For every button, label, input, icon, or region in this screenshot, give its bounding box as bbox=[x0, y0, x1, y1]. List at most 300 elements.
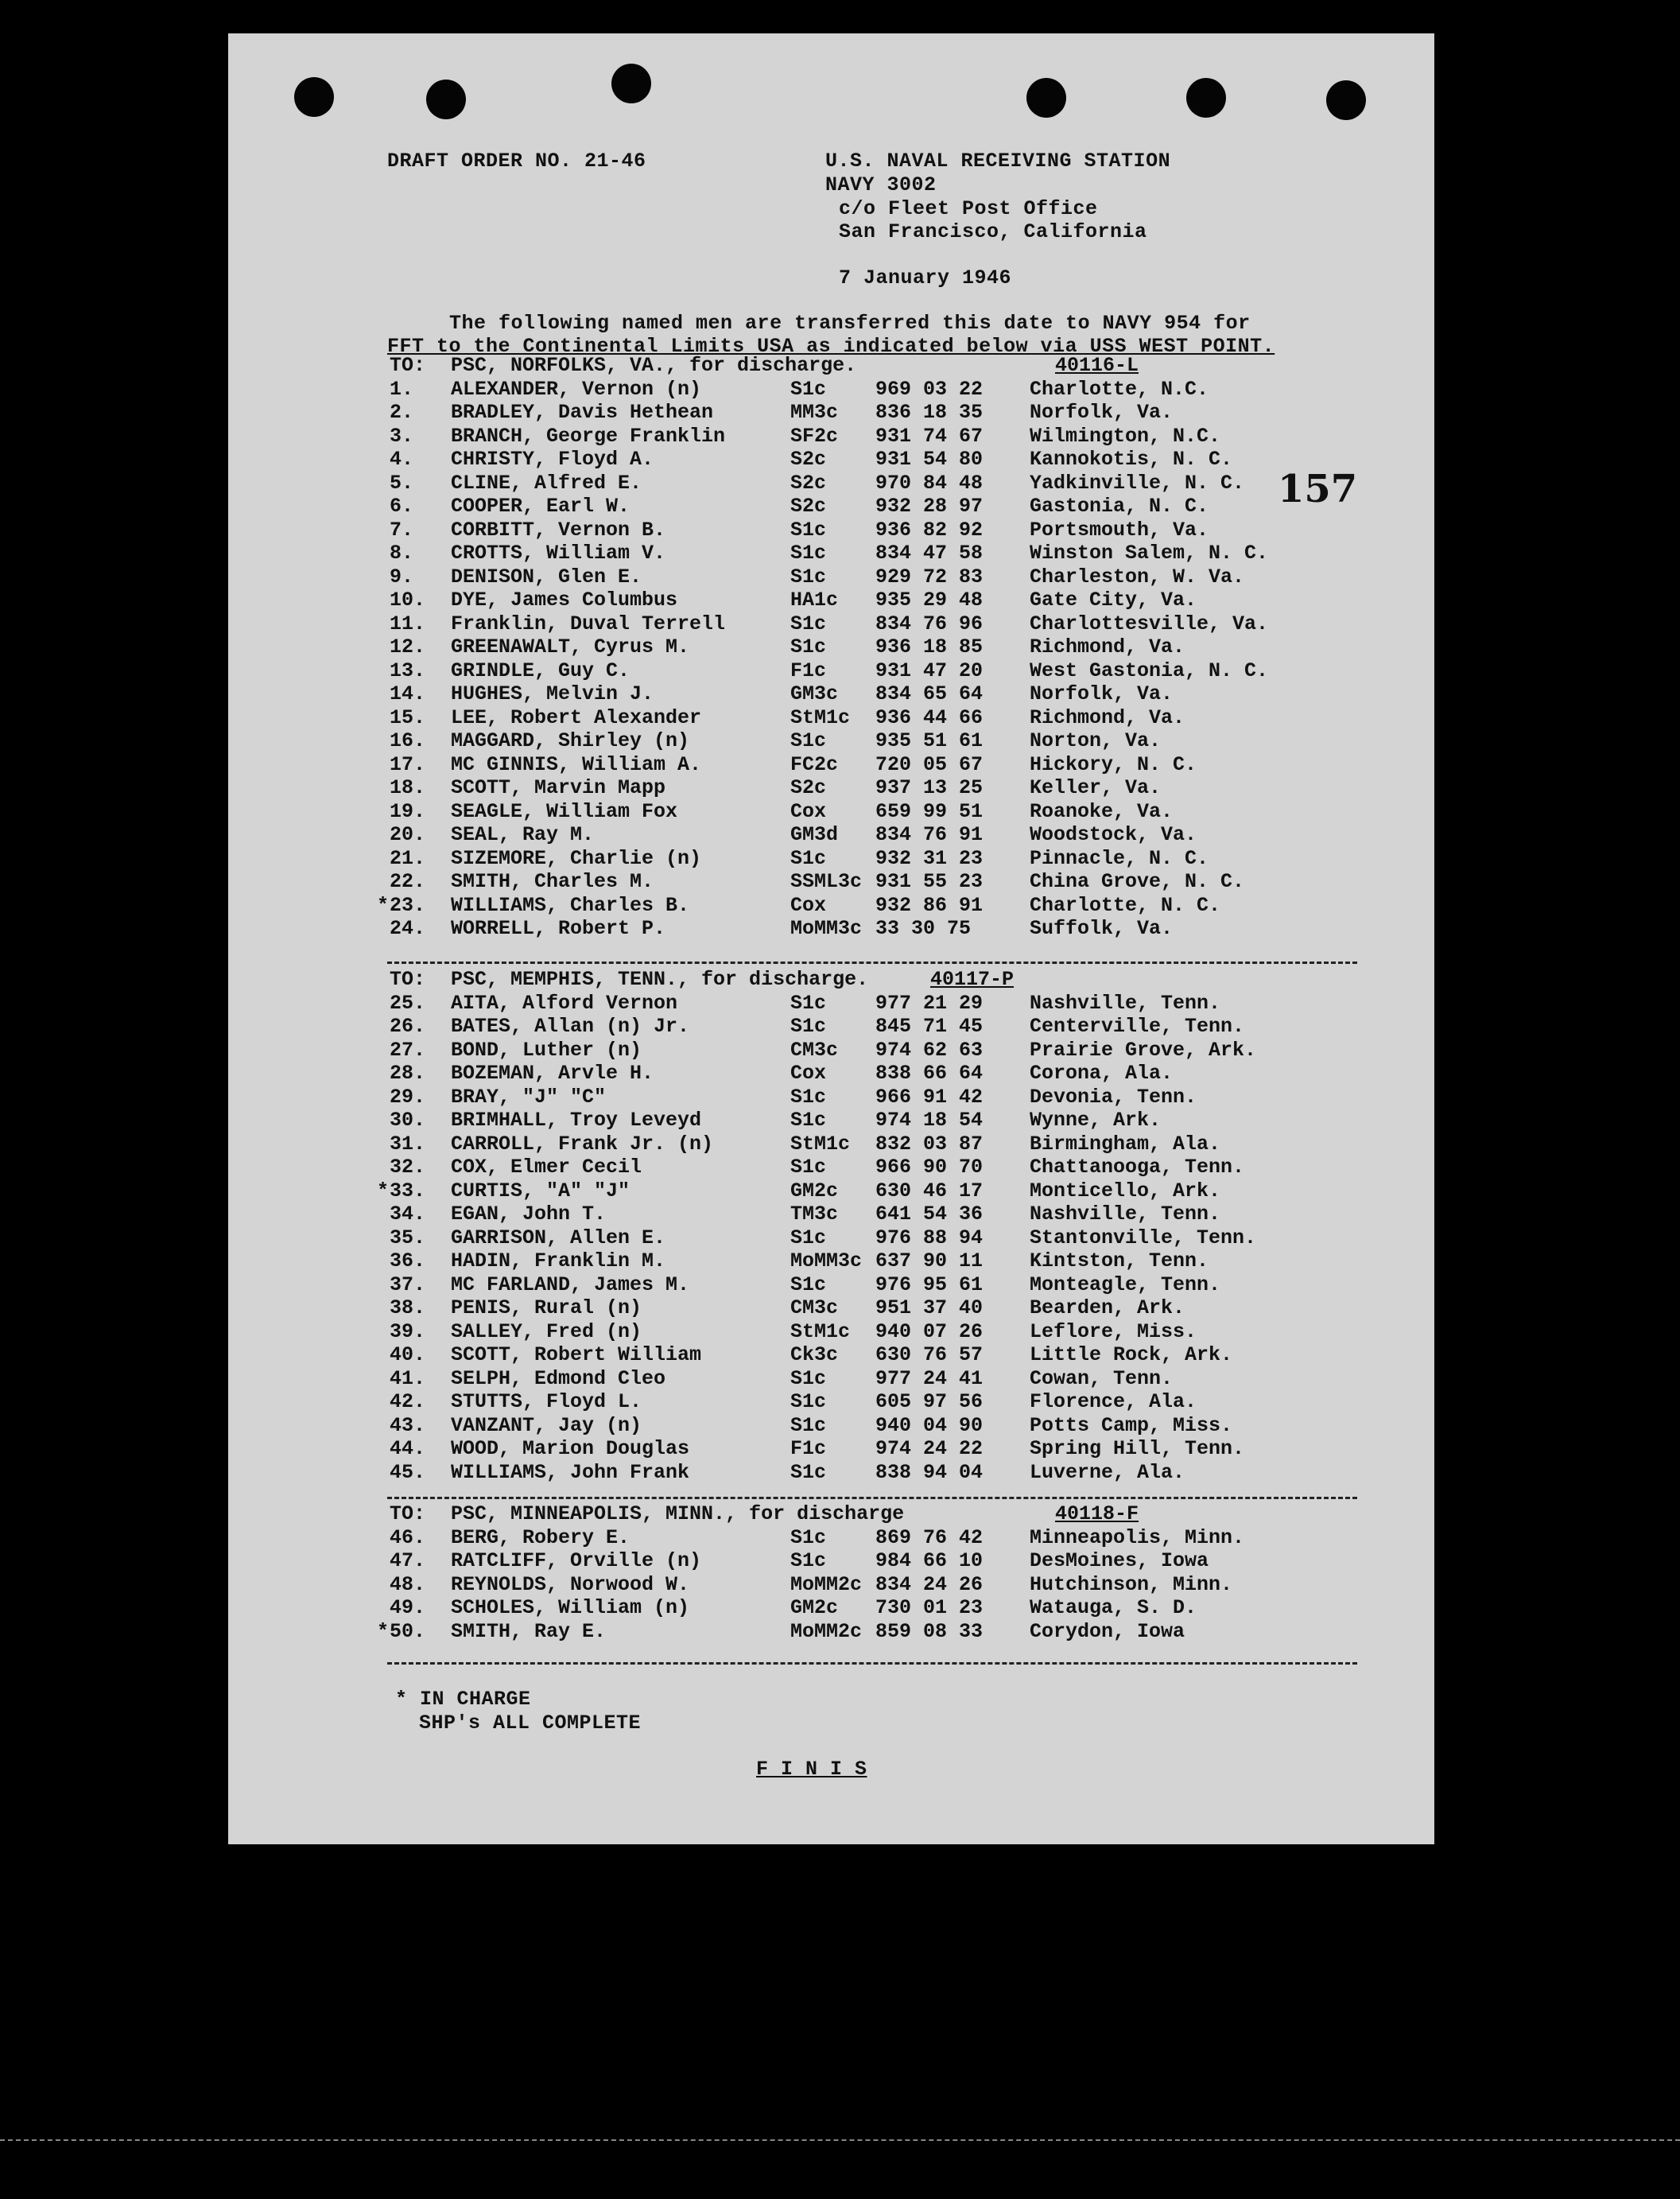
service-number: 932 86 91 bbox=[875, 893, 984, 917]
home-town: Little Rock, Ark. bbox=[1030, 1343, 1233, 1366]
personnel-row bbox=[228, 1437, 1434, 1461]
service-number: 838 66 64 bbox=[875, 1062, 984, 1085]
personnel-row bbox=[228, 1086, 1434, 1109]
scan-edge-line bbox=[0, 2139, 1680, 2141]
sailor-name: SELPH, Edmond Cleo bbox=[451, 1366, 666, 1390]
rating: Cox bbox=[790, 1062, 827, 1085]
sailor-name: WILLIAMS, John Frank bbox=[451, 1460, 690, 1484]
rating: MoMM2c bbox=[790, 1572, 863, 1596]
service-number: 974 24 22 bbox=[875, 1437, 984, 1460]
service-number: 605 97 56 bbox=[875, 1390, 984, 1413]
personnel-row bbox=[228, 823, 1434, 847]
service-number: 935 51 61 bbox=[875, 729, 984, 752]
rating: S1c bbox=[790, 1226, 827, 1249]
service-number: 966 90 70 bbox=[875, 1156, 984, 1179]
dashed-separator bbox=[387, 962, 1357, 964]
shp-complete-note: SHP's ALL COMPLETE bbox=[419, 1711, 642, 1735]
home-town: Woodstock, Va. bbox=[1030, 823, 1197, 846]
home-town: Birmingham, Ala. bbox=[1030, 1132, 1221, 1156]
rating: GM3d bbox=[790, 823, 839, 846]
service-number: 937 13 25 bbox=[875, 776, 984, 799]
row-number: 11. bbox=[390, 612, 426, 635]
service-number: 940 04 90 bbox=[875, 1413, 984, 1437]
home-town: China Grove, N. C. bbox=[1030, 870, 1245, 893]
sailor-name: CARROLL, Frank Jr. (n) bbox=[451, 1132, 714, 1156]
destination: PSC, MINNEAPOLIS, MINN., for discharge bbox=[451, 1502, 905, 1525]
home-town: Bearden, Ark. bbox=[1030, 1296, 1185, 1319]
station-line: San Francisco, California bbox=[839, 220, 1147, 243]
personnel-row bbox=[228, 589, 1434, 612]
rating: GM2c bbox=[790, 1596, 839, 1619]
home-town: Charleston, W. Va. bbox=[1030, 565, 1245, 589]
in-charge-mark: * bbox=[377, 1619, 390, 1643]
row-number: 17. bbox=[390, 752, 426, 776]
personnel-row bbox=[228, 1596, 1434, 1620]
sailor-name: SMITH, Charles M. bbox=[451, 870, 654, 893]
transfer-code: 40116-L bbox=[1055, 354, 1139, 377]
service-number: 929 72 83 bbox=[875, 565, 984, 589]
personnel-row bbox=[228, 472, 1434, 495]
to-label: TO: bbox=[390, 1502, 426, 1525]
sailor-name: AITA, Alford Vernon bbox=[451, 991, 678, 1015]
page-number: 157 bbox=[1278, 467, 1358, 511]
personnel-row bbox=[228, 1573, 1434, 1597]
personnel-row bbox=[228, 1133, 1434, 1156]
row-number: 26. bbox=[390, 1015, 426, 1038]
row-number: 43. bbox=[390, 1413, 426, 1437]
row-number: 37. bbox=[390, 1272, 426, 1296]
row-number: 40. bbox=[390, 1343, 426, 1366]
rating: SSML3c bbox=[790, 870, 863, 893]
personnel-row bbox=[228, 1296, 1434, 1320]
service-number: 33 30 75 bbox=[875, 917, 972, 940]
home-town: Charlottesville, Va. bbox=[1030, 612, 1269, 635]
rating: S1c bbox=[790, 635, 827, 659]
home-town: Potts Camp, Miss. bbox=[1030, 1413, 1233, 1437]
personnel-row bbox=[228, 542, 1434, 565]
home-town: Luverne, Ala. bbox=[1030, 1460, 1185, 1484]
service-number: 984 66 10 bbox=[875, 1549, 984, 1572]
sailor-name: SCHOLES, William (n) bbox=[451, 1596, 690, 1619]
row-number: 25. bbox=[390, 991, 426, 1015]
sailor-name: HADIN, Franklin M. bbox=[451, 1249, 666, 1272]
rating: S1c bbox=[790, 1109, 827, 1132]
service-number: 935 29 48 bbox=[875, 589, 984, 612]
rating: S1c bbox=[790, 565, 827, 589]
home-town: Wilmington, N.C. bbox=[1030, 424, 1221, 448]
service-number: 838 94 04 bbox=[875, 1460, 984, 1484]
home-town: West Gastonia, N. C. bbox=[1030, 659, 1269, 682]
row-number: 2. bbox=[390, 401, 414, 424]
sailor-name: SMITH, Ray E. bbox=[451, 1619, 607, 1643]
personnel-row bbox=[228, 992, 1434, 1016]
dashed-separator bbox=[387, 1497, 1357, 1499]
rating: StM1c bbox=[790, 1132, 851, 1156]
home-town: Stantonville, Tenn. bbox=[1030, 1226, 1257, 1249]
row-number: 27. bbox=[390, 1038, 426, 1062]
home-town: Nashville, Tenn. bbox=[1030, 991, 1221, 1015]
personnel-row bbox=[228, 448, 1434, 472]
in-charge-mark: * bbox=[377, 1179, 390, 1202]
sailor-name: COOPER, Earl W. bbox=[451, 495, 630, 518]
sailor-name: PENIS, Rural (n) bbox=[451, 1296, 642, 1319]
service-number: 834 76 91 bbox=[875, 823, 984, 846]
rating: SF2c bbox=[790, 424, 839, 448]
rating: S1c bbox=[790, 1460, 827, 1484]
personnel-row bbox=[228, 659, 1434, 683]
sailor-name: BOZEMAN, Arvle H. bbox=[451, 1062, 654, 1085]
punch-hole bbox=[1326, 80, 1366, 120]
home-town: Hickory, N. C. bbox=[1030, 752, 1197, 776]
dashed-separator bbox=[387, 1662, 1357, 1665]
personnel-row bbox=[228, 1526, 1434, 1550]
intro-line: FFT to the Continental Limits USA as indicated below via USS WEST POINT. bbox=[387, 335, 1275, 358]
row-number: 8. bbox=[390, 542, 414, 565]
personnel-row bbox=[228, 729, 1434, 753]
sailor-name: MC FARLAND, James M. bbox=[451, 1272, 690, 1296]
row-number: 39. bbox=[390, 1319, 426, 1343]
service-number: 936 82 92 bbox=[875, 518, 984, 542]
personnel-row bbox=[228, 378, 1434, 402]
row-number: 5. bbox=[390, 471, 414, 495]
home-town: Hutchinson, Minn. bbox=[1030, 1572, 1233, 1596]
row-number: 16. bbox=[390, 729, 426, 752]
row-number: 14. bbox=[390, 682, 426, 705]
personnel-row bbox=[228, 1039, 1434, 1063]
punch-hole bbox=[611, 64, 651, 103]
service-number: 974 18 54 bbox=[875, 1109, 984, 1132]
sailor-name: VANZANT, Jay (n) bbox=[451, 1413, 642, 1437]
service-number: 630 46 17 bbox=[875, 1179, 984, 1202]
rating: GM2c bbox=[790, 1179, 839, 1202]
home-town: Gastonia, N. C. bbox=[1030, 495, 1209, 518]
rating: S1c bbox=[790, 991, 827, 1015]
service-number: 951 37 40 bbox=[875, 1296, 984, 1319]
home-town: Kannokotis, N. C. bbox=[1030, 448, 1233, 471]
row-number: 22. bbox=[390, 870, 426, 893]
personnel-row bbox=[228, 1015, 1434, 1039]
rating: CM3c bbox=[790, 1296, 839, 1319]
row-number: 20. bbox=[390, 823, 426, 846]
rating: MoMM2c bbox=[790, 1619, 863, 1643]
service-number: 834 76 96 bbox=[875, 612, 984, 635]
home-town: Monticello, Ark. bbox=[1030, 1179, 1221, 1202]
row-number: 9. bbox=[390, 565, 414, 589]
destination-header bbox=[228, 1502, 1434, 1526]
rating: S1c bbox=[790, 1525, 827, 1549]
sailor-name: DENISON, Glen E. bbox=[451, 565, 642, 589]
row-number: 41. bbox=[390, 1366, 426, 1390]
service-number: 936 18 85 bbox=[875, 635, 984, 659]
home-town: Wynne, Ark. bbox=[1030, 1109, 1162, 1132]
personnel-row bbox=[228, 870, 1434, 894]
personnel-row bbox=[228, 706, 1434, 730]
in-charge-note: * IN CHARGE bbox=[395, 1688, 531, 1711]
home-town: Keller, Va. bbox=[1030, 776, 1162, 799]
row-number: 48. bbox=[390, 1572, 426, 1596]
rating: GM3c bbox=[790, 682, 839, 705]
punch-hole bbox=[426, 80, 466, 119]
service-number: 932 28 97 bbox=[875, 495, 984, 518]
punch-hole bbox=[294, 77, 334, 117]
row-number: 35. bbox=[390, 1226, 426, 1249]
sailor-name: GREENAWALT, Cyrus M. bbox=[451, 635, 690, 659]
personnel-row bbox=[228, 1320, 1434, 1344]
sailor-name: BRAY, "J" "C" bbox=[451, 1085, 607, 1109]
service-number: 932 31 23 bbox=[875, 846, 984, 870]
row-number: 13. bbox=[390, 659, 426, 682]
personnel-row bbox=[228, 1109, 1434, 1133]
row-number: 4. bbox=[390, 448, 414, 471]
home-town: Corona, Ala. bbox=[1030, 1062, 1174, 1085]
personnel-row bbox=[228, 1367, 1434, 1391]
personnel-row bbox=[228, 682, 1434, 706]
home-town: Portsmouth, Va. bbox=[1030, 518, 1209, 542]
row-number: 34. bbox=[390, 1202, 426, 1226]
sailor-name: BRADLEY, Davis Hethean bbox=[451, 401, 714, 424]
personnel-row bbox=[228, 1179, 1434, 1203]
home-town: Cowan, Tenn. bbox=[1030, 1366, 1174, 1390]
service-number: 834 65 64 bbox=[875, 682, 984, 705]
service-number: 630 76 57 bbox=[875, 1343, 984, 1366]
row-number: 30. bbox=[390, 1109, 426, 1132]
service-number: 641 54 36 bbox=[875, 1202, 984, 1226]
rating: S1c bbox=[790, 518, 827, 542]
in-charge-mark: * bbox=[377, 893, 390, 917]
sailor-name: RATCLIFF, Orville (n) bbox=[451, 1549, 702, 1572]
home-town: Monteagle, Tenn. bbox=[1030, 1272, 1221, 1296]
sailor-name: SEAL, Ray M. bbox=[451, 823, 595, 846]
personnel-row bbox=[228, 1062, 1434, 1086]
sailor-name: CURTIS, "A" "J" bbox=[451, 1179, 630, 1202]
service-number: 974 62 63 bbox=[875, 1038, 984, 1062]
row-number: 19. bbox=[390, 799, 426, 823]
row-number: 12. bbox=[390, 635, 426, 659]
sailor-name: BRIMHALL, Troy Leveyd bbox=[451, 1109, 702, 1132]
rating: S2c bbox=[790, 471, 827, 495]
rating: MoMM3c bbox=[790, 917, 863, 940]
personnel-row bbox=[228, 917, 1434, 941]
home-town: Suffolk, Va. bbox=[1030, 917, 1174, 940]
personnel-row bbox=[228, 1226, 1434, 1250]
row-number: 3. bbox=[390, 424, 414, 448]
home-town: Florence, Ala. bbox=[1030, 1390, 1197, 1413]
service-number: 720 05 67 bbox=[875, 752, 984, 776]
personnel-row bbox=[228, 894, 1434, 918]
sailor-name: SIZEMORE, Charlie (n) bbox=[451, 846, 702, 870]
personnel-row bbox=[228, 612, 1434, 636]
home-town: Richmond, Va. bbox=[1030, 635, 1185, 659]
sailor-name: WOOD, Marion Douglas bbox=[451, 1437, 690, 1460]
row-number: 46. bbox=[390, 1525, 426, 1549]
personnel-row bbox=[228, 800, 1434, 824]
sailor-name: STUTTS, Floyd L. bbox=[451, 1390, 642, 1413]
sailor-name: BERG, Robery E. bbox=[451, 1525, 630, 1549]
sailor-name: SEAGLE, William Fox bbox=[451, 799, 678, 823]
sailor-name: SCOTT, Marvin Mapp bbox=[451, 776, 666, 799]
home-town: Leflore, Miss. bbox=[1030, 1319, 1197, 1343]
rating: F1c bbox=[790, 1437, 827, 1460]
to-label: TO: bbox=[390, 968, 426, 991]
home-town: Pinnacle, N. C. bbox=[1030, 846, 1209, 870]
service-number: 834 24 26 bbox=[875, 1572, 984, 1596]
service-number: 966 91 42 bbox=[875, 1085, 984, 1109]
service-number: 976 88 94 bbox=[875, 1226, 984, 1249]
order-date: 7 January 1946 bbox=[839, 266, 1012, 289]
row-number: 10. bbox=[390, 589, 426, 612]
service-number: 940 07 26 bbox=[875, 1319, 984, 1343]
destination-header bbox=[228, 354, 1434, 378]
home-town: Charlotte, N.C. bbox=[1030, 377, 1209, 401]
sailor-name: EGAN, John T. bbox=[451, 1202, 607, 1226]
row-number: 38. bbox=[390, 1296, 426, 1319]
row-number: 1. bbox=[390, 377, 414, 401]
home-town: Watauga, S. D. bbox=[1030, 1596, 1197, 1619]
destination: PSC, MEMPHIS, TENN., for discharge. bbox=[451, 968, 869, 991]
home-town: Norfolk, Va. bbox=[1030, 401, 1174, 424]
personnel-row bbox=[228, 1343, 1434, 1367]
personnel-row bbox=[228, 425, 1434, 449]
service-number: 931 54 80 bbox=[875, 448, 984, 471]
home-town: Minneapolis, Minn. bbox=[1030, 1525, 1245, 1549]
rating: S1c bbox=[790, 729, 827, 752]
rating: S1c bbox=[790, 1366, 827, 1390]
sailor-name: MC GINNIS, William A. bbox=[451, 752, 702, 776]
row-number: 21. bbox=[390, 846, 426, 870]
rating: F1c bbox=[790, 659, 827, 682]
rating: S1c bbox=[790, 846, 827, 870]
service-number: 637 90 11 bbox=[875, 1249, 984, 1272]
row-number: 32. bbox=[390, 1156, 426, 1179]
home-town: Yadkinville, N. C. bbox=[1030, 471, 1245, 495]
rating: S1c bbox=[790, 1085, 827, 1109]
to-label: TO: bbox=[390, 354, 426, 377]
station-line: U.S. NAVAL RECEIVING STATION bbox=[825, 150, 1171, 173]
sailor-name: LEE, Robert Alexander bbox=[451, 705, 702, 729]
personnel-row bbox=[228, 1620, 1434, 1644]
personnel-row bbox=[228, 1249, 1434, 1273]
rating: StM1c bbox=[790, 1319, 851, 1343]
row-number: 7. bbox=[390, 518, 414, 542]
service-number: 931 47 20 bbox=[875, 659, 984, 682]
sailor-name: HUGHES, Melvin J. bbox=[451, 682, 654, 705]
service-number: 845 71 45 bbox=[875, 1015, 984, 1038]
sailor-name: MAGGARD, Shirley (n) bbox=[451, 729, 690, 752]
rating: Cox bbox=[790, 893, 827, 917]
rating: MoMM3c bbox=[790, 1249, 863, 1272]
service-number: 977 21 29 bbox=[875, 991, 984, 1015]
rating: S1c bbox=[790, 1156, 827, 1179]
home-town: Charlotte, N. C. bbox=[1030, 893, 1221, 917]
personnel-row bbox=[228, 1549, 1434, 1573]
service-number: 976 95 61 bbox=[875, 1272, 984, 1296]
service-number: 936 44 66 bbox=[875, 705, 984, 729]
rating: Cox bbox=[790, 799, 827, 823]
home-town: Nashville, Tenn. bbox=[1030, 1202, 1221, 1226]
rating: FC2c bbox=[790, 752, 839, 776]
transfer-code: 40117-P bbox=[930, 968, 1015, 991]
rating: S1c bbox=[790, 1272, 827, 1296]
home-town: Gate City, Va. bbox=[1030, 589, 1197, 612]
rating: S1c bbox=[790, 612, 827, 635]
sailor-name: COX, Elmer Cecil bbox=[451, 1156, 642, 1179]
service-number: 931 55 23 bbox=[875, 870, 984, 893]
intro-line: The following named men are transferred this date to NAVY 954 for bbox=[449, 312, 1251, 335]
sailor-name: WORRELL, Robert P. bbox=[451, 917, 666, 940]
destination: PSC, NORFOLKS, VA., for discharge. bbox=[451, 354, 857, 377]
sailor-name: GARRISON, Allen E. bbox=[451, 1226, 666, 1249]
row-number: 50. bbox=[390, 1619, 426, 1643]
row-number: 15. bbox=[390, 705, 426, 729]
home-town: Devonia, Tenn. bbox=[1030, 1085, 1197, 1109]
home-town: Corydon, Iowa bbox=[1030, 1619, 1185, 1643]
row-number: 29. bbox=[390, 1085, 426, 1109]
home-town: Winston Salem, N. C. bbox=[1030, 542, 1269, 565]
sailor-name: BOND, Luther (n) bbox=[451, 1038, 642, 1062]
rating: S1c bbox=[790, 542, 827, 565]
sailor-name: CROTTS, William V. bbox=[451, 542, 666, 565]
personnel-row bbox=[228, 1414, 1434, 1438]
sailor-name: BRANCH, George Franklin bbox=[451, 424, 726, 448]
punch-hole bbox=[1026, 78, 1066, 118]
personnel-row bbox=[228, 1390, 1434, 1414]
personnel-row bbox=[228, 1461, 1434, 1485]
row-number: 18. bbox=[390, 776, 426, 799]
service-number: 659 99 51 bbox=[875, 799, 984, 823]
sailor-name: SCOTT, Robert William bbox=[451, 1343, 702, 1366]
service-number: 977 24 41 bbox=[875, 1366, 984, 1390]
service-number: 931 74 67 bbox=[875, 424, 984, 448]
station-line: c/o Fleet Post Office bbox=[839, 197, 1098, 220]
service-number: 730 01 23 bbox=[875, 1596, 984, 1619]
sailor-name: ALEXANDER, Vernon (n) bbox=[451, 377, 702, 401]
home-town: Richmond, Va. bbox=[1030, 705, 1185, 729]
personnel-row bbox=[228, 847, 1434, 871]
service-number: 859 08 33 bbox=[875, 1619, 984, 1643]
sailor-name: REYNOLDS, Norwood W. bbox=[451, 1572, 690, 1596]
rating: S1c bbox=[790, 1549, 827, 1572]
rating: TM3c bbox=[790, 1202, 839, 1226]
sailor-name: SALLEY, Fred (n) bbox=[451, 1319, 642, 1343]
row-number: 6. bbox=[390, 495, 414, 518]
home-town: Chattanooga, Tenn. bbox=[1030, 1156, 1245, 1179]
personnel-row bbox=[228, 565, 1434, 589]
sailor-name: CLINE, Alfred E. bbox=[451, 471, 642, 495]
rating: S1c bbox=[790, 1015, 827, 1038]
personnel-row bbox=[228, 753, 1434, 777]
sailor-name: Franklin, Duval Terrell bbox=[451, 612, 726, 635]
rating: Ck3c bbox=[790, 1343, 839, 1366]
service-number: 836 18 35 bbox=[875, 401, 984, 424]
home-town: Norfolk, Va. bbox=[1030, 682, 1174, 705]
row-number: 33. bbox=[390, 1179, 426, 1202]
personnel-row bbox=[228, 776, 1434, 800]
document-page bbox=[228, 33, 1434, 1844]
row-number: 23. bbox=[390, 893, 426, 917]
service-number: 869 76 42 bbox=[875, 1525, 984, 1549]
destination-header bbox=[228, 968, 1434, 992]
home-town: DesMoines, Iowa bbox=[1030, 1549, 1209, 1572]
service-number: 970 84 48 bbox=[875, 471, 984, 495]
personnel-row bbox=[228, 401, 1434, 425]
sailor-name: DYE, James Columbus bbox=[451, 589, 678, 612]
rating: CM3c bbox=[790, 1038, 839, 1062]
home-town: Norton, Va. bbox=[1030, 729, 1162, 752]
personnel-row bbox=[228, 635, 1434, 659]
home-town: Prairie Grove, Ark. bbox=[1030, 1038, 1257, 1062]
rating: S2c bbox=[790, 495, 827, 518]
sailor-name: WILLIAMS, Charles B. bbox=[451, 893, 690, 917]
